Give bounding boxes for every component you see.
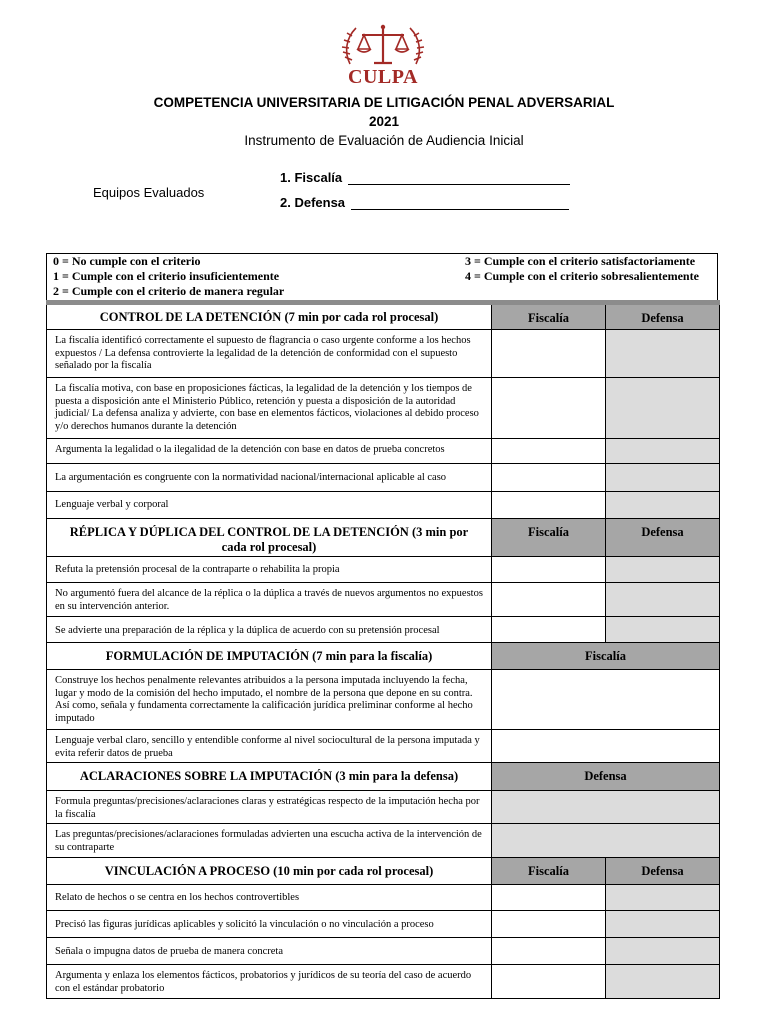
criterion-row [46,583,720,617]
column-defensa: Defensa [606,519,720,557]
legend-item: 0 = No cumple con el criterio [53,254,201,268]
criterion-text: No argumentó fuera del alcance de la réplica o la dúplica a través de nuevos argumentos no expuestos en su intervención anterior. [46,583,492,617]
scales-of-justice-icon [340,22,426,68]
score-defensa[interactable] [606,557,720,583]
criterion-text: Construye los hechos penalmente relevantes atribuidos a la persona imputada incluyendo la fecha, lugar y modo de la comisión del hecho imputado, el nombre de la persona que depone en su contra. Así como, señala y fundamenta correctamente la calificación jurídica preliminar conforme al hecho imputado [46,670,492,730]
column-fiscalia: Fiscalía [492,643,720,670]
legend-item: 2 = Cumple con el criterio de manera regular [53,284,285,298]
criterion-row [46,885,720,911]
criterion-text: Señala o impugna datos de prueba de manera concreta [46,938,492,965]
section-header [46,643,720,670]
criterion-row [46,378,720,439]
instrument-subtitle: Instrumento de Evaluación de Audiencia Inicial [244,133,524,148]
criterion-text: Argumenta y enlaza los elementos fácticos, probatorios y jurídicos de su teoría del caso de acuerdo con el estándar probatorio [46,965,492,999]
score-defensa[interactable] [606,938,720,965]
score-defensa[interactable] [606,464,720,492]
criterion-text: La fiscalía identificó correctamente el supuesto de flagrancia o caso urgente conforme a los hechos expuestos / La defensa controvierte la legalidad de la detención de conformidad con el supuesto señalado por la fiscalía [46,330,492,378]
column-fiscalia: Fiscalía [492,305,606,330]
section-title: ACLARACIONES SOBRE LA IMPUTACIÓN (3 min para la defensa) [46,763,492,791]
column-defensa: Defensa [492,763,720,791]
section-title: RÉPLICA Y DÚPLICA DEL CONTROL DE LA DETENCIÓN (3 min por cada rol procesal) [46,519,492,557]
criterion-text: Refuta la pretensión procesal de la contraparte o rehabilita la propia [46,557,492,583]
score-defensa[interactable] [606,439,720,464]
criterion-row [46,938,720,965]
score-fiscalia[interactable] [492,439,606,464]
team-fiscalia-field[interactable] [348,170,570,185]
legend-item: 3 = Cumple con el criterio satisfactoriamente [465,254,696,268]
score-fiscalia[interactable] [492,583,606,617]
score-defensa[interactable] [606,492,720,519]
column-defensa: Defensa [606,305,720,330]
criterion-row [46,791,720,824]
score-fiscalia[interactable] [492,885,606,911]
section-header [46,763,720,791]
team-defensa-line [280,195,569,210]
section-header [46,858,720,885]
section-title: VINCULACIÓN A PROCESO (10 min por cada rol procesal) [46,858,492,885]
section-header [46,519,720,557]
criterion-text: Relato de hechos o se centra en los hechos controvertibles [46,885,492,911]
column-fiscalia: Fiscalía [492,519,606,557]
criterion-row [46,670,720,730]
team-fiscalia-line [280,170,570,185]
criterion-row [46,911,720,938]
section-title: FORMULACIÓN DE IMPUTACIÓN (7 min para la fiscalía) [46,643,492,670]
score-defensa[interactable] [606,378,720,439]
criterion-row [46,492,720,519]
criterion-text: Formula preguntas/precisiones/aclaraciones claras y estratégicas respecto de la imputación hecha por la fiscalía [46,791,492,824]
score-fiscalia[interactable] [492,330,606,378]
column-defensa: Defensa [606,858,720,885]
criterion-row [46,464,720,492]
section-title: CONTROL DE LA DETENCIÓN (7 min por cada rol procesal) [46,305,492,330]
competition-title: COMPETENCIA UNIVERSITARIA DE LITIGACIÓN PENAL ADVERSARIAL [153,95,615,110]
criterion-text: La fiscalía motiva, con base en proposiciones fácticas, la legalidad de la detención y los tiempos de puesta a disposición ante el Ministerio Público, retención y puesta a disposición de la autoridad judicial/ La defensa analiza y advierte, con base en elementos fácticos, violaciones al debido proceso y/o derechos humanos durante la detención [46,378,492,439]
competition-year: 2021 [368,114,400,129]
score-fiscalia[interactable] [492,911,606,938]
score-fiscalia[interactable] [492,492,606,519]
team-defensa-field[interactable] [351,195,569,210]
legend-item: 4 = Cumple con el criterio sobresalientemente [465,269,699,283]
criterion-row [46,557,720,583]
section-header [46,305,720,330]
score-defensa[interactable] [606,617,720,643]
team-defensa-label: 2. Defensa [280,195,346,210]
criterion-text: Se advierte una preparación de la réplica y la dúplica de acuerdo con su pretensión procesal [46,617,492,643]
culpa-logo [340,22,426,90]
criterion-row [46,439,720,464]
score-fiscalia[interactable] [492,965,606,999]
score-fiscalia[interactable] [492,617,606,643]
scoring-legend [46,253,718,301]
score-fiscalia[interactable] [492,670,720,730]
team-fiscalia-label: 1. Fiscalía [280,170,343,185]
criterion-text: Lenguaje verbal claro, sencillo y entendible conforme al nivel sociocultural de la persona imputada y evita referir datos de prueba [46,730,492,763]
score-defensa[interactable] [606,965,720,999]
score-defensa[interactable] [492,791,720,824]
criterion-text: Lenguaje verbal y corporal [46,492,492,519]
score-fiscalia[interactable] [492,464,606,492]
criterion-row [46,965,720,999]
score-defensa[interactable] [606,330,720,378]
legend-item: 1 = Cumple con el criterio insuficientemente [53,269,280,283]
score-defensa[interactable] [606,583,720,617]
score-fiscalia[interactable] [492,557,606,583]
column-fiscalia: Fiscalía [492,858,606,885]
score-defensa[interactable] [606,911,720,938]
score-defensa[interactable] [606,885,720,911]
criterion-row [46,824,720,858]
score-fiscalia[interactable] [492,730,720,763]
criterion-row [46,330,720,378]
score-fiscalia[interactable] [492,378,606,439]
score-fiscalia[interactable] [492,938,606,965]
criterion-text: Precisó las figuras jurídicas aplicables y solicitó la vinculación o no vinculación a proceso [46,911,492,938]
criterion-text: Argumenta la legalidad o la ilegalidad de la detención con base en datos de prueba concretos [46,439,492,464]
criterion-row [46,730,720,763]
logo-wordmark: CULPA [348,66,418,88]
criterion-text: Las preguntas/precisiones/aclaraciones formuladas advierten una escucha activa de la intervención de su contraparte [46,824,492,858]
criterion-text: La argumentación es congruente con la normatividad nacional/internacional aplicable al caso [46,464,492,492]
score-defensa[interactable] [492,824,720,858]
teams-label: Equipos Evaluados [93,185,205,200]
criterion-row [46,617,720,643]
